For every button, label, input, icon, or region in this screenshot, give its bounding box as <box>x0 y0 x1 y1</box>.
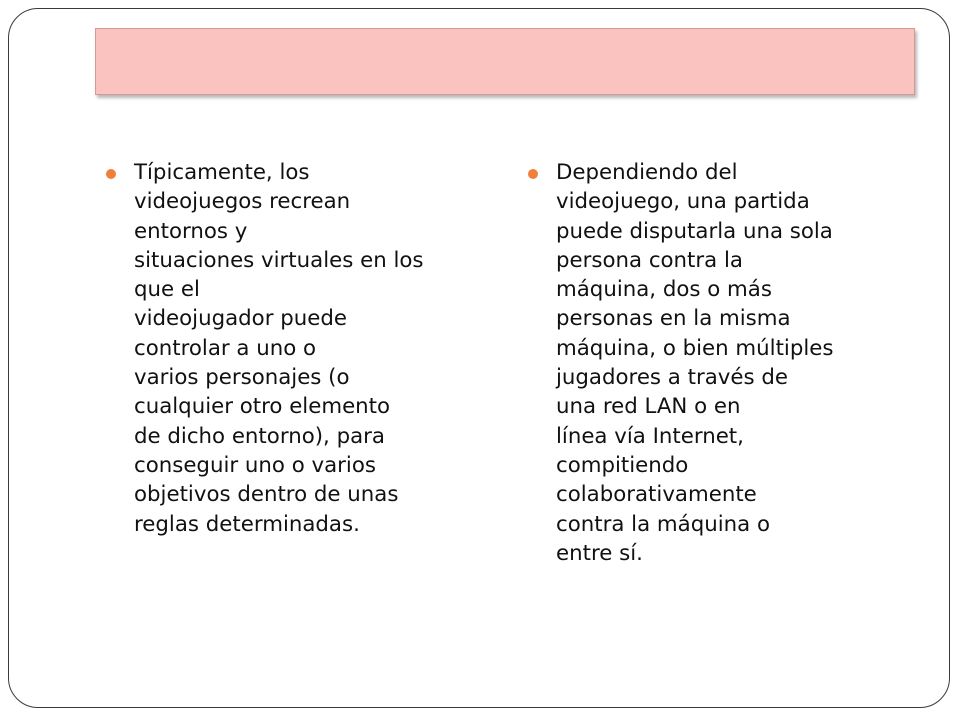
title-placeholder <box>95 28 915 95</box>
text-line: personas en la misma <box>556 306 791 332</box>
text-line: puede disputarla una sola <box>556 218 833 244</box>
text-line: compitiendo <box>556 452 689 478</box>
text-line: videojuegos recrean <box>134 189 351 215</box>
text-line: una red LAN o en <box>556 394 741 420</box>
text-line: conseguir uno o varios <box>134 452 376 478</box>
left-bullet-item <box>106 158 486 539</box>
right-text-column <box>528 158 913 568</box>
text-line: contra la máquina o <box>556 511 770 537</box>
text-line: máquina, dos o más <box>556 277 772 303</box>
text-line: cualquier otro elemento <box>134 394 391 420</box>
text-line: varios personajes (o <box>134 365 350 391</box>
text-line: jugadores a través de <box>556 365 788 391</box>
text-line: controlar a uno o <box>134 335 317 361</box>
text-line: Dependiendo del <box>556 160 738 185</box>
text-line: persona contra la <box>556 247 743 273</box>
text-line: de dicho entorno), para <box>134 423 385 449</box>
text-line: entre sí. <box>556 540 643 566</box>
text-line: situaciones virtuales en los <box>134 247 424 273</box>
right-bullet-item <box>528 158 913 568</box>
text-line: máquina, o bien múltiples <box>556 335 834 361</box>
text-line: entornos y <box>134 218 248 244</box>
bullet-icon <box>106 169 116 179</box>
text-line: Típicamente, los <box>134 160 310 185</box>
left-text-column <box>106 158 486 539</box>
bullet-icon <box>528 169 538 179</box>
text-line: colaborativamente <box>556 482 757 508</box>
text-line: reglas determinadas. <box>134 511 360 537</box>
text-line: videojuego, una partida <box>556 189 810 215</box>
text-line: objetivos dentro de unas <box>134 482 399 508</box>
text-line: línea vía Internet, <box>556 423 744 449</box>
text-line: que el <box>134 277 200 303</box>
text-line: videojugador puede <box>134 306 347 332</box>
